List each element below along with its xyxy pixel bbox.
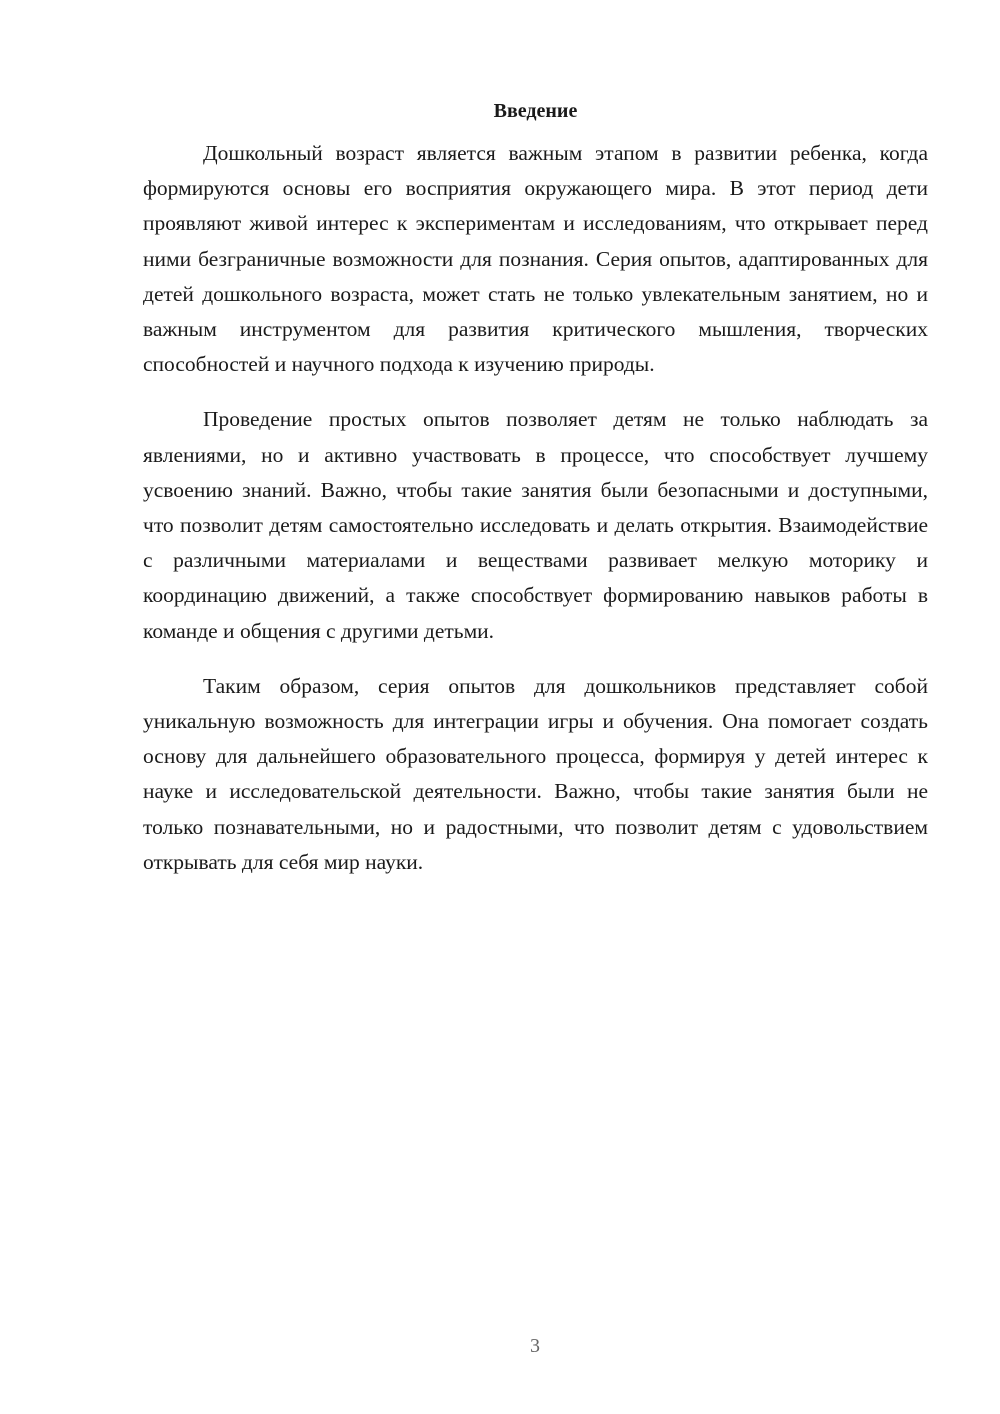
section-title: Введение [493, 100, 578, 122]
paragraph-3: Таким образом, серия опытов для дошкольников представляет собой уникальную возможность для интеграции игры и обучения. Она помогает создать основу для дальнейшего образовательного процесса, формируя у детей интерес к науке и исследовательской деятельности. Важно, чтобы такие занятия были не только познавательными, но и радостными, что позволит детям с удовольствием открывать для себя мир науки. [143, 673, 928, 874]
document-body [143, 96, 928, 900]
page-number: 3 [530, 1335, 540, 1357]
paragraph-2: Проведение простых опытов позволяет детям не только наблюдать за явлениями, но и активно участвовать в процессе, что способствует лучшему усвоению знаний. Важно, чтобы такие занятия были безопасными и доступными, что позволит детям самостоятельно исследовать и делать открытия. Взаимодействие с различными материалами и веществами развивает мелкую моторику и координацию движений, а также способствует формированию навыков работы в команде и общения с другими детьми. [143, 407, 928, 643]
paragraph-1: Дошкольный возраст является важным этапом в развитии ребенка, когда формируются основы его восприятия окружающего мира. В этот период дети проявляют живой интерес к экспериментам и исследованиям, что открывает перед ними безграничные возможности для познания. Серия опытов, адаптированных для детей дошкольного возраста, может стать не только увлекательным занятием, но и важным инструментом для развития критического мышления, творческих способностей и научного подхода к изучению природы. [143, 141, 928, 377]
